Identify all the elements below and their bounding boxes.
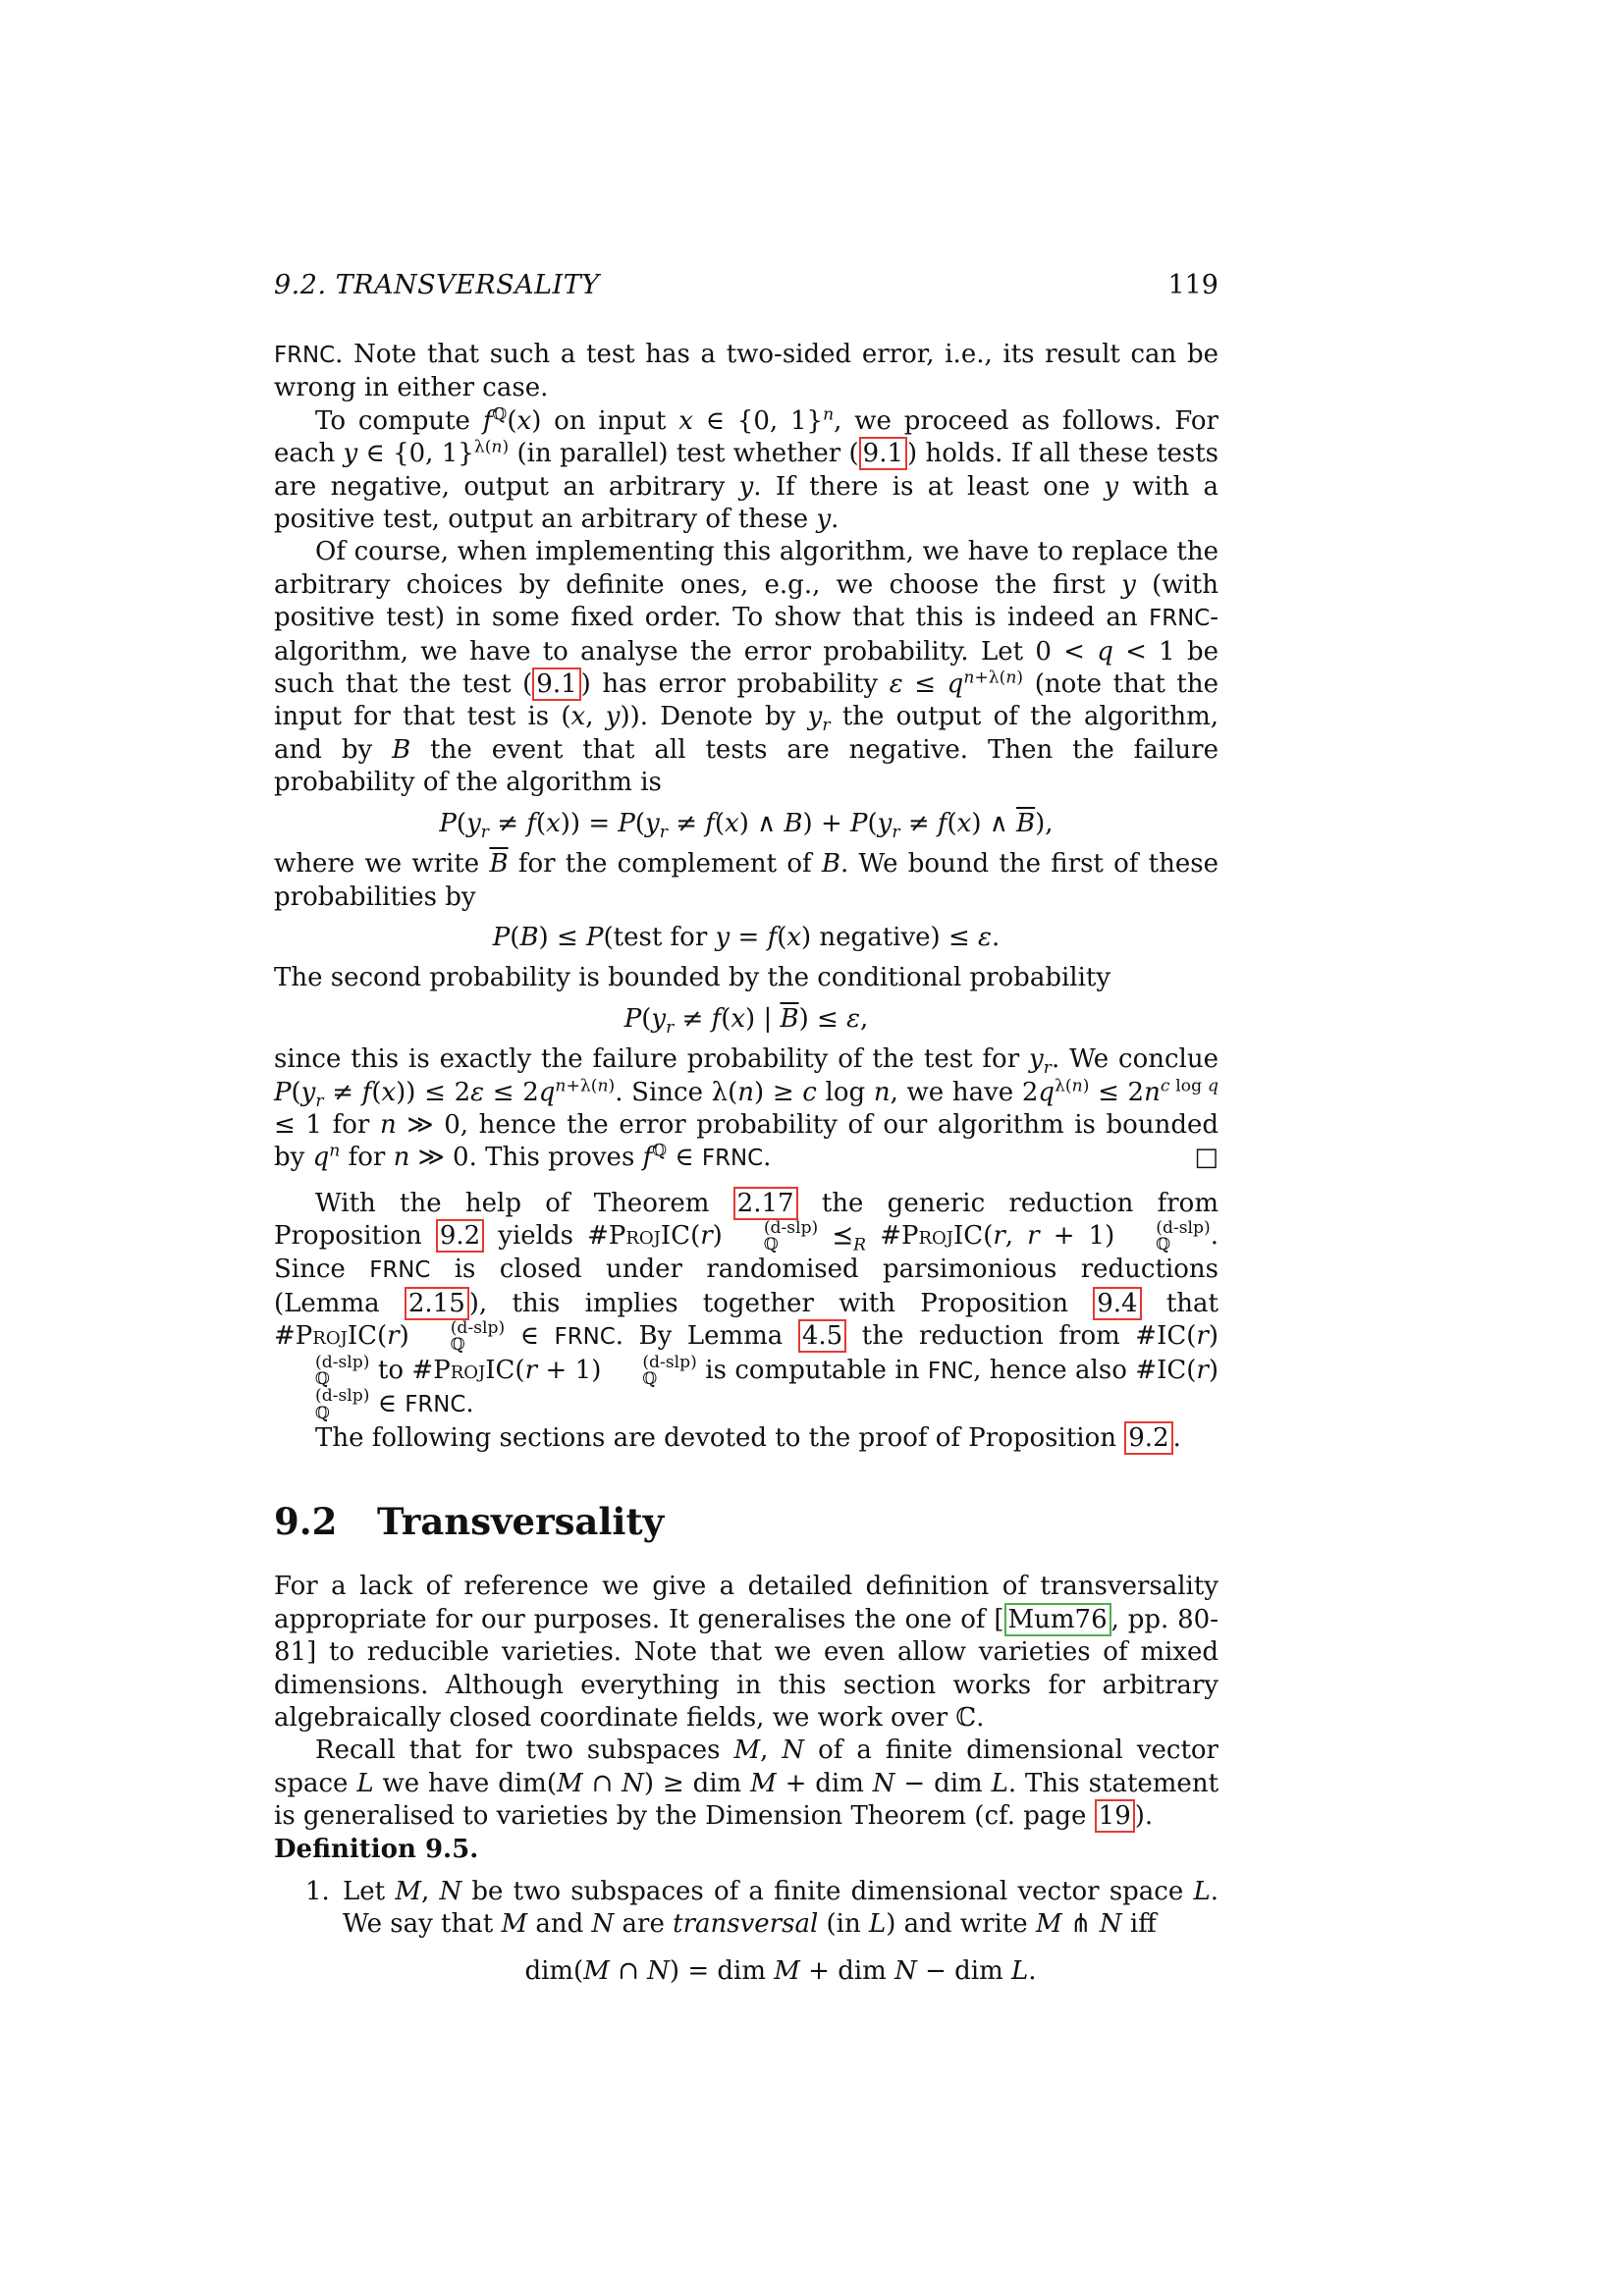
header-section-title: 9.2. TRANSVERSALITY bbox=[274, 270, 600, 300]
proposition-ref-link[interactable]: 9.4 bbox=[1093, 1287, 1141, 1320]
paragraph: With the help of Theorem 2.17 the generic reduction from Proposition 9.2 yields #ProjIC(r) (d-slp) ℚ $⪯_R$ #ProjIC(r, r + 1) (d-slp) ℚ . Since FRNC is closed under randomised parsimonious reductions (Lemma 2.15 ), this implies together with Proposition 9.4 that #ProjIC(r) (d-slp) ℚ ∈ FRNC. By Lemma 4.5 the reduction from #IC(r) (d-slp) ℚ to #ProjIC(r + 1) (d-slp) ℚ is computable in FNC, hence also #IC(r) (d-slp) ℚ ∈ FRNC. bbox=[274, 1188, 1218, 1423]
display-equation: $P(y_r \ne f(x)$ | $\overline{B}) \le \varepsilon$, bbox=[623, 1003, 869, 1038]
proposition-ref-link[interactable]: 9.2 bbox=[436, 1219, 484, 1253]
display-equation: $P(y_r \ne f(x)) = P(y_r \ne f(x)$ ∧ $B) + P(y_r \ne f(x)$ ∧ $\overline{B}$), bbox=[439, 808, 1054, 842]
lemma-ref-link[interactable]: 2.15 bbox=[405, 1287, 469, 1320]
page-ref-link[interactable]: 19 bbox=[1095, 1799, 1135, 1833]
paragraph: Of course, when implementing this algorithm, we have to replace the arbitrary choices by definite ones, e.g., we choose the first y (with positive test) in some fixed order. To show that this is indeed an FRNC-algorithm, we have to analyse the error probability. Let 0 < q < 1 be such that the test ( 9.1 ) has error probability $\varepsilon \le q^{n+\lambda(n)}$ (note that the input for that test is (x, y)). Denote by $y_r$ the output of the algorithm, and by B the event that all tests are negative. Then the failure probability of the algorithm is bbox=[274, 537, 1219, 798]
paragraph: The following sections are devoted to the proof of Proposition 9.2 . bbox=[315, 1422, 1181, 1453]
paragraph: where we write $\overline{B}$ for the complement of B. We bound the first of these probabilities by bbox=[274, 849, 1218, 912]
qed-symbol: □ bbox=[1194, 1143, 1218, 1173]
list-item: 1. Let M, N be two subspaces of a finite dimensional vector space L. We say that M and N are transversal (in L) and write M ⋔ N iff dim(M ∩ N) = dim M + dim N − dim L. bbox=[274, 1876, 1218, 1988]
paragraph: Recall that for two subspaces M, N of a finite dimensional vector space L we have dim(M ∩ N) ≥ dim M + dim N − dim L. This statement is generalised to varieties by the Dimension Theorem (cf. page 19 ). bbox=[274, 1735, 1219, 1832]
paragraph: To compute $f^ℚ(x)$ on input x ∈ {0, 1}$^n$, we proceed as follows. For each y ∈ {0, 1}$^{\lambda(n)}$ (in parallel) test whether ( 9.1 ) holds. If all these tests are negative, output an arbitrary y. If there is at least one y with a positive test, output an arbitrary of these y. bbox=[274, 404, 1218, 535]
paragraph: since this is exactly the failure probability of the test for $y_r$. We conclue $P(y_r \ne f(x)) \le 2\varepsilon \le 2q^{n+\lambda(n)}$. Since λ(n) ≥ c log n, we have $2q^{\lambda(n)} \le 2n^{c log q} \le 1$ for n ≫ 0, hence the error probability of our algorithm is bounded by $q^n$ for n ≫ 0. This proves $f^ℚ$ ∈ FRNC. □ bbox=[274, 1043, 1218, 1176]
display-equation: P(B) ≤ P(test for y = f(x) negative) ≤ ε. bbox=[492, 922, 1001, 952]
equation-ref-link[interactable]: 9.1 bbox=[859, 437, 907, 470]
page-body bbox=[274, 339, 1218, 1996]
paragraph: For a lack of reference we give a detailed definition of transversality appropriate for our purposes. It generalises the one of [ Mum76 , pp. 80-81] to reducible varieties. Note that we even allow varieties of mixed dimensions. Although everything in this section works for arbitrary algebraically closed coordinate fields, we work over ℂ. bbox=[274, 1572, 1218, 1733]
citation-link[interactable]: Mum76 bbox=[1004, 1603, 1111, 1636]
list-marker: 1. bbox=[305, 1877, 330, 1907]
section-heading bbox=[274, 1500, 1218, 1544]
definition-label: Definition 9.5. bbox=[274, 1834, 479, 1864]
running-header bbox=[274, 270, 1218, 300]
paragraph: FRNC. Note that such a test has a two-sided error, i.e., its result can be wrong in either case. bbox=[274, 340, 1218, 403]
section-title: Transversality bbox=[377, 1500, 665, 1544]
theorem-ref-link[interactable]: 2.17 bbox=[733, 1187, 798, 1220]
paragraph: The second probability is bounded by the conditional probability bbox=[274, 963, 1111, 993]
lemma-ref-link[interactable]: 4.5 bbox=[798, 1319, 846, 1353]
display-equation: dim(M ∩ N) = dim M + dim N − dim L. bbox=[524, 1955, 1037, 1986]
page-number: 119 bbox=[1167, 270, 1218, 300]
section-number: 9.2 bbox=[274, 1500, 338, 1544]
equation-ref-link[interactable]: 9.1 bbox=[532, 667, 580, 701]
proposition-ref-link[interactable]: 9.2 bbox=[1124, 1421, 1172, 1455]
